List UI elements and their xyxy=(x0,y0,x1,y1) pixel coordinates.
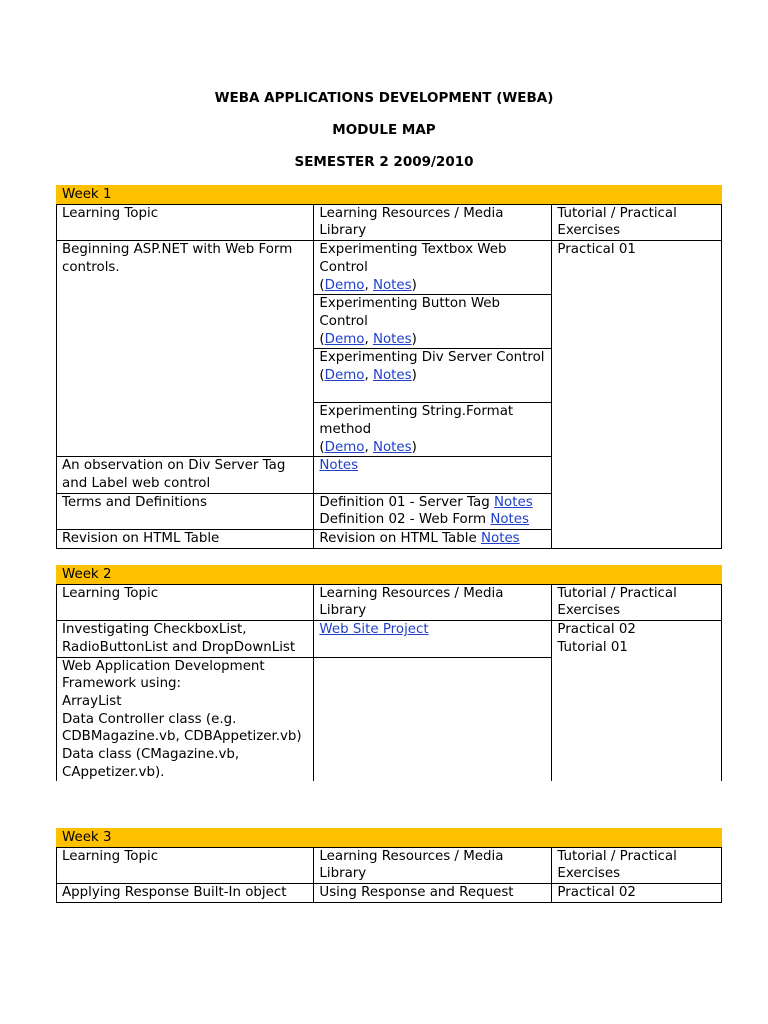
resource-title: Definition 01 - Server Tag xyxy=(319,494,490,510)
resource-title: Revision on HTML Table xyxy=(319,530,477,546)
topic-cell: Investigating CheckboxList, RadioButtonList and DropDownList xyxy=(57,621,314,657)
topic-cell: Applying Response Built-In object xyxy=(57,884,314,903)
table-header-row xyxy=(57,847,722,883)
resource-title: Experimenting Div Server Control xyxy=(319,350,545,366)
column-header-topic: Learning Topic xyxy=(57,584,314,620)
column-header-tutorial: Tutorial / Practical Exercises xyxy=(552,584,722,620)
resources-cell xyxy=(314,621,552,657)
topic-cell: Beginning ASP.NET with Web Form controls. xyxy=(57,241,314,457)
tutorial-cell: Practical 01 xyxy=(552,241,722,549)
week-1-table xyxy=(56,185,722,549)
resources-cell xyxy=(314,657,552,781)
resource-title: Experimenting Textbox Web Control xyxy=(319,242,507,275)
topic-line: Data class (CMagazine.vb, CAppetizer.vb). xyxy=(62,747,240,780)
resources-cell: Using Response and Request xyxy=(314,884,552,903)
resource-item: Experimenting String.Format method (Demo, Notes) xyxy=(319,404,514,455)
column-header-topic: Learning Topic xyxy=(57,847,314,883)
topic-cell: An observation on Div Server Tag and Label web control xyxy=(57,457,314,493)
notes-link[interactable]: Notes xyxy=(490,512,530,528)
web-site-project-link[interactable]: Web Site Project xyxy=(319,622,429,638)
topic-cell: Revision on HTML Table xyxy=(57,529,314,548)
resource-title: Experimenting String.Format method xyxy=(319,404,514,437)
resource-title: Definition 02 - Web Form xyxy=(319,512,487,528)
table-row xyxy=(57,241,722,457)
table-row xyxy=(57,621,722,657)
resources-cell xyxy=(314,529,552,548)
week-3-header: Week 3 xyxy=(57,829,722,848)
resource-title: Experimenting Button Web Control xyxy=(319,296,501,329)
notes-link[interactable]: Notes xyxy=(372,367,412,383)
column-header-resources: Learning Resources / Media Library xyxy=(314,584,552,620)
notes-link[interactable]: Notes xyxy=(494,494,533,510)
tutorial-item: Tutorial 01 xyxy=(557,639,628,655)
topic-line: Data Controller class (e.g. CDBMagazine.vb, CDBAppetizer.vb) xyxy=(62,711,302,745)
resource-item: Experimenting Button Web Control (Demo, Notes) xyxy=(314,295,551,349)
resource-item: Experimenting Textbox Web Control (Demo, Notes) xyxy=(314,241,551,295)
tutorial-item: Practical 02 xyxy=(557,622,636,638)
demo-link[interactable]: Demo xyxy=(324,331,365,347)
document-title: WEBA APPLICATIONS DEVELOPMENT (WEBA) xyxy=(214,90,554,106)
topic-cell xyxy=(57,657,314,781)
topic-line: Web Application Development Framework using: xyxy=(62,658,265,692)
week-3-table xyxy=(56,828,722,903)
column-header-tutorial: Tutorial / Practical Exercises xyxy=(552,204,722,240)
notes-link[interactable]: Notes xyxy=(319,458,359,474)
resources-cell xyxy=(314,457,552,493)
notes-link[interactable]: Notes xyxy=(372,331,412,347)
resources-cell xyxy=(314,493,552,529)
column-header-resources: Learning Resources / Media Library xyxy=(314,204,552,240)
week-1-header: Week 1 xyxy=(57,186,722,205)
resource-item: Experimenting Div Server Control (Demo, Notes) xyxy=(314,349,551,403)
week-2-header: Week 2 xyxy=(57,566,722,585)
tutorial-cell xyxy=(552,621,722,782)
resources-cell xyxy=(314,241,552,457)
tutorial-cell: Practical 02 xyxy=(552,884,722,903)
column-header-tutorial: Tutorial / Practical Exercises xyxy=(552,847,722,883)
notes-link[interactable]: Notes xyxy=(480,530,520,546)
table-row xyxy=(57,884,722,903)
topic-cell: Terms and Definitions xyxy=(57,493,314,529)
demo-link[interactable]: Demo xyxy=(324,367,365,383)
notes-link[interactable]: Notes xyxy=(372,277,412,293)
semester-label: SEMESTER 2 2009/2010 xyxy=(294,154,474,170)
document-subtitle: MODULE MAP xyxy=(332,122,436,138)
table-header-row xyxy=(57,584,722,620)
demo-link[interactable]: Demo xyxy=(324,277,365,293)
topic-line: ArrayList xyxy=(62,693,122,709)
table-header-row xyxy=(57,204,722,240)
week-2-table xyxy=(56,565,722,781)
column-header-topic: Learning Topic xyxy=(57,204,314,240)
demo-link[interactable]: Demo xyxy=(324,439,365,455)
column-header-resources: Learning Resources / Media Library xyxy=(314,847,552,883)
notes-link[interactable]: Notes xyxy=(372,439,412,455)
